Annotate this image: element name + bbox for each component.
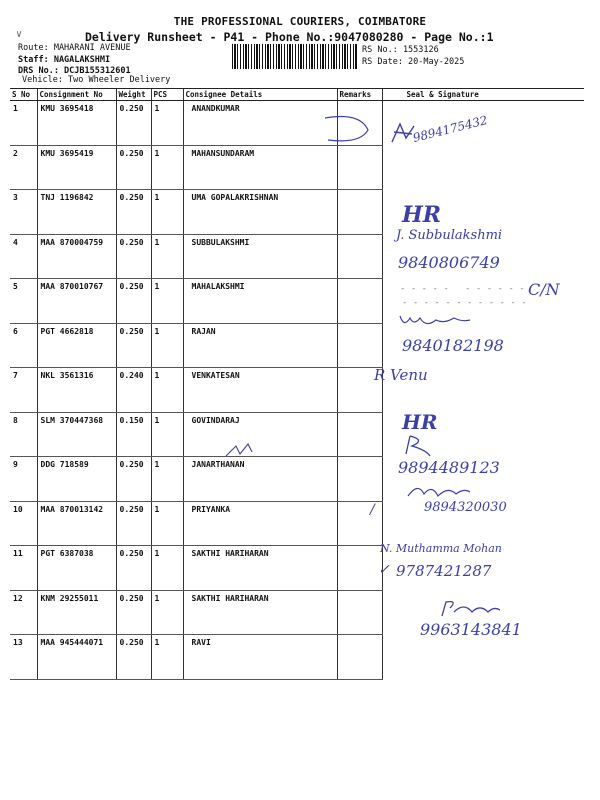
row-weight: 0.250 [116, 234, 151, 279]
signature-scribble-13 [436, 598, 506, 620]
row-weight: 0.250 [116, 101, 151, 146]
row-consignee: MAHANSUNDARAM [183, 145, 337, 190]
row-sno: 11 [10, 546, 37, 591]
handwritten-tick-row11: / [370, 502, 375, 518]
corner-tick-mark: ∨ [16, 29, 23, 40]
rs-number: RS No.: 1553126 [362, 45, 439, 55]
table-row [10, 635, 584, 680]
row-sno: 1 [10, 101, 37, 146]
row-pcs: 1 [151, 457, 183, 502]
handwritten-phone-row12: 9787421287 [396, 562, 492, 580]
row-consignment-no: MAA 870010767 [37, 279, 116, 324]
row-pcs: 1 [151, 101, 183, 146]
row-consignee: VENKATESAN [183, 368, 337, 413]
row-remarks [337, 590, 382, 635]
row-remarks [337, 412, 382, 457]
row-consignment-no: SLM 370447368 [37, 412, 116, 457]
col-consignment: Consignment No [37, 89, 116, 101]
handwritten-name-row4: J. Subbulakshmi [396, 228, 503, 243]
row-consignment-no: KMU 3695418 [37, 101, 116, 146]
row-remarks [337, 190, 382, 235]
staff-label: Staff: NAGALAKSHMI [18, 55, 111, 65]
row-pcs: 1 [151, 279, 183, 324]
row-consignee: JANARTHANAN [183, 457, 337, 502]
row-remarks [337, 279, 382, 324]
row-consignment-no: TNJ 1196842 [37, 190, 116, 235]
row-consignment-no: PGT 6387038 [37, 546, 116, 591]
row-consignment-no: DDG 718589 [37, 457, 116, 502]
row-sno: 12 [10, 590, 37, 635]
row-consignment-no: MAA 945444071 [37, 635, 116, 680]
row-pcs: 1 [151, 635, 183, 680]
col-pcs: PCS [151, 89, 183, 101]
row-weight: 0.250 [116, 190, 151, 235]
runsheet-subtitle: Delivery Runsheet - P41 - Phone No.:9047080280 - Page No.:1 [85, 30, 494, 44]
row-remarks [337, 234, 382, 279]
row-consignee: RAVI [183, 635, 337, 680]
col-remarks: Remarks [337, 89, 382, 101]
row-weight: 0.250 [116, 145, 151, 190]
row-remarks [337, 501, 382, 546]
row-weight: 0.250 [116, 457, 151, 502]
signature-scribble-9 [400, 432, 440, 458]
row-consignee: SUBBULAKSHMI [183, 234, 337, 279]
row-remarks [337, 635, 382, 680]
col-weight: Weight [116, 89, 151, 101]
drs-number: DRS No.: DCJB155312601 [18, 66, 131, 76]
row-sno: 3 [10, 190, 37, 235]
row-consignee: SAKTHI HARIHARAN [183, 546, 337, 591]
row-sno: 10 [10, 501, 37, 546]
row-pcs: 1 [151, 501, 183, 546]
row-consignee: SAKTHI HARIHARAN [183, 590, 337, 635]
faint-text-row5: - - - - - - - - - - - [400, 284, 525, 294]
row-sno: 6 [10, 323, 37, 368]
row-consignment-no: KNM 29255011 [37, 590, 116, 635]
row-consignee: UMA GOPALAKRISHNAN [183, 190, 337, 235]
row-weight: 0.250 [116, 590, 151, 635]
table-row [10, 145, 584, 190]
table-header-row [10, 89, 584, 101]
handwritten-phone-row11: 9894320030 [424, 500, 507, 515]
row-pcs: 1 [151, 190, 183, 235]
signature-scribble-1b [388, 120, 418, 148]
handwritten-sign-row4: HR [402, 202, 442, 228]
barcode [232, 44, 357, 69]
row-consignee: PRIYANKA [183, 501, 337, 546]
row-sno: 13 [10, 635, 37, 680]
table-row [10, 101, 584, 146]
vehicle-label: Vehicle: Two Wheeler Delivery [22, 75, 171, 85]
row-pcs: 1 [151, 234, 183, 279]
row-weight: 0.150 [116, 412, 151, 457]
row-remarks [337, 457, 382, 502]
row-weight: 0.250 [116, 635, 151, 680]
row-pcs: 1 [151, 546, 183, 591]
row-pcs: 1 [151, 590, 183, 635]
rs-date: RS Date: 20-May-2025 [362, 57, 465, 67]
row-pcs: 1 [151, 323, 183, 368]
row-sno: 4 [10, 234, 37, 279]
row-sno: 7 [10, 368, 37, 413]
handwritten-phone-row13: 9963143841 [420, 620, 522, 639]
row-consignment-no: MAA 870013142 [37, 501, 116, 546]
row-weight: 0.250 [116, 279, 151, 324]
signature-scribble-6 [396, 310, 476, 332]
row-pcs: 1 [151, 145, 183, 190]
handwritten-name-row7: R Venu [374, 366, 428, 384]
handwritten-check-row12: ✓ [378, 562, 390, 578]
handwritten-phone-row6: 9840182198 [402, 336, 504, 355]
row-remarks [337, 546, 382, 591]
row-sno: 2 [10, 145, 37, 190]
row-weight: 0.250 [116, 501, 151, 546]
signature-scribble-1 [320, 110, 380, 150]
table-row [10, 412, 584, 457]
row-sno: 5 [10, 279, 37, 324]
runsheet-table [10, 88, 584, 680]
row-consignment-no: KMU 3695419 [37, 145, 116, 190]
row-consignment-no: PGT 4662818 [37, 323, 116, 368]
route-label: Route: MAHARANI AVENUE [18, 43, 131, 53]
row-signature [382, 145, 584, 190]
row-pcs: 1 [151, 368, 183, 413]
row-consignment-no: NKL 3561316 [37, 368, 116, 413]
row-signature [382, 635, 584, 680]
row-remarks [337, 323, 382, 368]
row-consignee: GOVINDARAJ [183, 412, 337, 457]
faint-text-row6: - - - - - - - - - - - - [402, 298, 527, 308]
col-sno: S No [10, 89, 37, 101]
row-consignee: ANANDKUMAR [183, 101, 337, 146]
col-consignee: Consignee Details [183, 89, 337, 101]
handwritten-name-row12: N. Muthamma Mohan [380, 542, 502, 555]
company-title: THE PROFESSIONAL COURIERS, COIMBATORE [173, 15, 427, 28]
handwritten-phone-row1: 9894175432 [411, 112, 489, 146]
table-row [10, 368, 584, 413]
row-weight: 0.240 [116, 368, 151, 413]
row-sno: 8 [10, 412, 37, 457]
row-consignee: RAJAN [183, 323, 337, 368]
row-weight: 0.250 [116, 546, 151, 591]
handwritten-sign-row9: HR [402, 410, 438, 434]
row-consignee: MAHALAKSHMI [183, 279, 337, 324]
col-signature: Seal & Signature [382, 89, 584, 101]
row-weight: 0.250 [116, 323, 151, 368]
row-sno: 9 [10, 457, 37, 502]
signature-scribble-10 [404, 480, 474, 502]
handwritten-mark-row5: C/N [528, 280, 560, 299]
row-consignment-no: MAA 870004759 [37, 234, 116, 279]
ink-smudge-row9 [222, 440, 256, 462]
row-remarks [337, 145, 382, 190]
row-pcs: 1 [151, 412, 183, 457]
handwritten-phone-row5: 9840806749 [398, 253, 500, 272]
handwritten-phone-row10: 9894489123 [398, 458, 500, 477]
